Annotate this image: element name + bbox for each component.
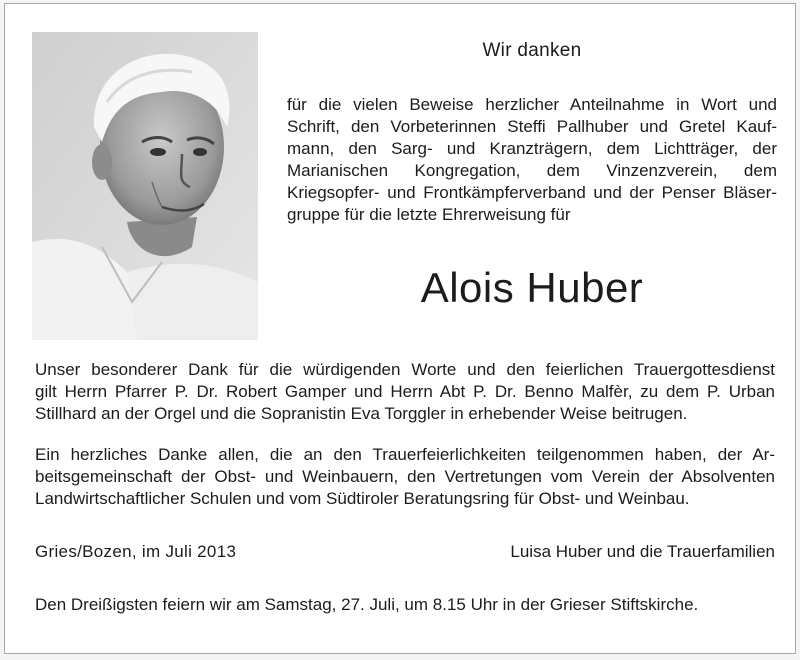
place-date: Gries/Bozen, im Juli 2013 — [35, 542, 237, 561]
memorial-mass-notice: Den Dreißigsten feiern wir am Samstag, 27. Juli, um 8.15 Uhr in der Grieser Stiftskirche. — [35, 595, 699, 614]
intro-line: für die vielen Beweise herzlicher Anteilnahme in Wort und — [287, 95, 777, 114]
obituary-notice — [4, 3, 796, 654]
intro-line: Schrift, den Vorbeterinnen Steffi Pallhuber und Gretel Kauf- — [287, 117, 777, 136]
thanks-heading: Wir danken — [482, 40, 582, 61]
portrait-photo — [32, 32, 258, 340]
paragraph-line: beitsgemeinschaft der Obst- und Weinbauern, den Vertretungen vom Verein der Absolventen — [35, 467, 775, 486]
intro-text — [287, 94, 777, 226]
intro-line: gruppe für die letzte Ehrerweisung für — [287, 205, 571, 224]
paragraph-thanks-clergy — [35, 359, 775, 425]
paragraph-line: Unser besonderer Dank für die würdigenden Worte und den feierlichen Trauergottesdienst — [35, 360, 775, 379]
deceased-name: Alois Huber — [420, 264, 644, 311]
intro-line: Kriegsopfer- und Frontkämpferverband und der Penser Bläser- — [287, 183, 777, 202]
paragraph-line: Landwirtschaftlicher Schulen und vom Südtiroler Beratungsring für Obst- und Weinbau. — [35, 489, 690, 508]
intro-line: mann, den Sarg- und Kranzträgern, dem Lichtträger, der — [287, 139, 777, 158]
paragraph-line: gilt Herrn Pfarrer P. Dr. Robert Gamper und Herrn Abt P. Dr. Benno Malfèr, zu dem P. Urban — [35, 382, 775, 401]
paragraph-line: Stillhard an der Orgel und die Sopranistin Eva Torggler in erhebender Weise beitrugen. — [35, 404, 688, 423]
intro-line: Marianischen Kongregation, dem Vinzenzverein, dem — [287, 161, 777, 180]
paragraph-thanks-all — [35, 444, 775, 510]
signature: Luisa Huber und die Trauerfamilien — [510, 542, 775, 561]
paragraph-line: Ein herzliches Danke allen, die an den Trauerfeierlichkeiten teilgenommen haben, der Ar- — [35, 445, 775, 464]
